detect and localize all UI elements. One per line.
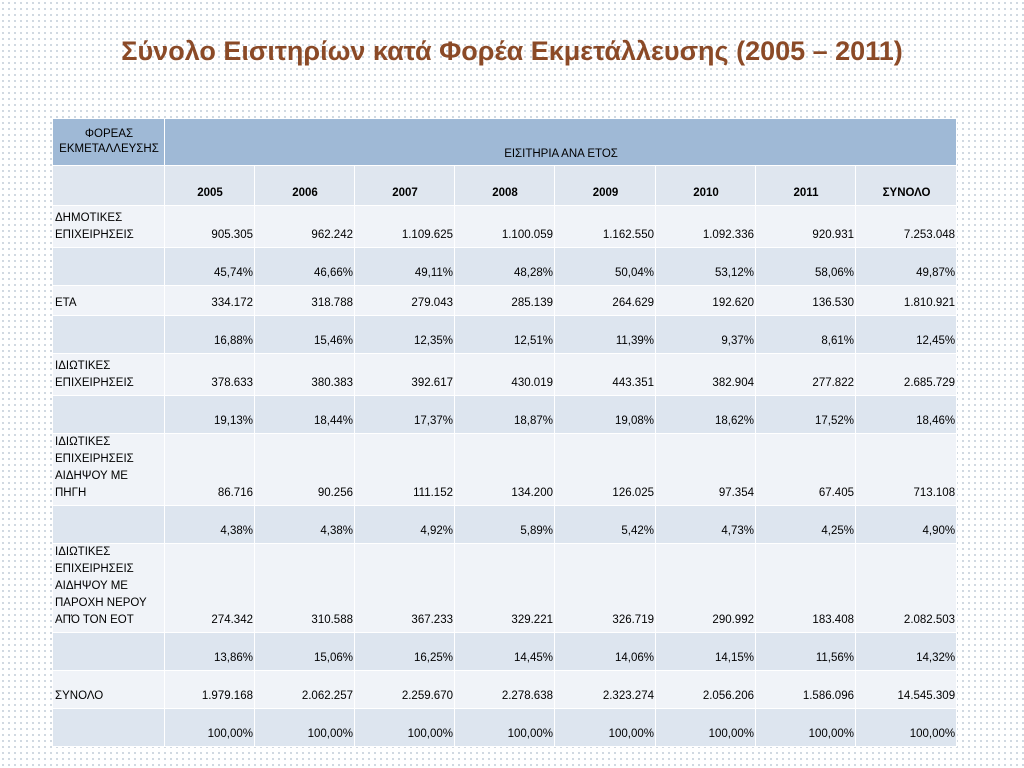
- percent-cell: 45,74%: [165, 248, 255, 286]
- percent-cell: 19,08%: [555, 396, 656, 434]
- percent-cell: 12,35%: [355, 316, 455, 354]
- row-label: [53, 671, 165, 709]
- row-label-line: ΕΠΙΧΕΙΡΗΣΕΙΣ: [55, 229, 134, 241]
- value-cell: 1.979.168: [165, 671, 255, 709]
- blank-label-cell: [53, 396, 165, 434]
- table-row: [53, 671, 957, 709]
- value-cell: 2.685.729: [856, 354, 957, 396]
- percent-cell: 14,45%: [455, 633, 555, 671]
- row-label-line: ΔΗΜΟΤΙΚΕΣ: [55, 212, 123, 224]
- row-label-line: ΙΔΙΩΤΙΚΕΣ: [55, 436, 111, 448]
- value-cell: 90.256: [255, 434, 355, 506]
- percent-cell: 53,12%: [656, 248, 756, 286]
- row-label-line: ΕΠΙΧΕΙΡΗΣΕΙΣ: [55, 377, 134, 389]
- percent-cell: 100,00%: [555, 709, 656, 747]
- blank-label-cell: [53, 248, 165, 286]
- percent-cell: 100,00%: [355, 709, 455, 747]
- column-header: 2006: [255, 166, 355, 206]
- value-cell: 279.043: [355, 286, 455, 316]
- header-row-years: [53, 166, 957, 206]
- table-row: [53, 434, 957, 506]
- value-cell: 380.383: [255, 354, 355, 396]
- tickets-per-year-header: ΕΙΣΙΤΗΡΙΑ ΑΝΑ ΕΤΟΣ: [165, 119, 957, 166]
- column-header: 2008: [455, 166, 555, 206]
- percent-cell: 18,46%: [856, 396, 957, 434]
- row-label-line: ΙΔΙΩΤΙΚΕΣ: [55, 360, 111, 372]
- percent-cell: 4,90%: [856, 506, 957, 544]
- value-cell: 1.162.550: [555, 206, 656, 248]
- column-header: ΣΥΝΟΛΟ: [856, 166, 957, 206]
- value-cell: 192.620: [656, 286, 756, 316]
- value-cell: 67.405: [756, 434, 856, 506]
- percent-cell: 18,87%: [455, 396, 555, 434]
- percent-cell: 11,39%: [555, 316, 656, 354]
- blank-label-cell: [53, 506, 165, 544]
- percent-cell: 9,37%: [656, 316, 756, 354]
- percent-row: [53, 506, 957, 544]
- value-cell: 14.545.309: [856, 671, 957, 709]
- percent-cell: 14,15%: [656, 633, 756, 671]
- row-label-line: ΠΑΡΟΧΗ ΝΕΡΟΥ: [55, 597, 147, 609]
- value-cell: 2.323.274: [555, 671, 656, 709]
- column-header: 2007: [355, 166, 455, 206]
- value-cell: 2.278.638: [455, 671, 555, 709]
- value-cell: 378.633: [165, 354, 255, 396]
- value-cell: 329.221: [455, 544, 555, 633]
- percent-cell: 48,28%: [455, 248, 555, 286]
- value-cell: 285.139: [455, 286, 555, 316]
- row-label: [53, 434, 165, 506]
- column-header: 2005: [165, 166, 255, 206]
- value-cell: 290.992: [656, 544, 756, 633]
- row-label-line: ΕΤΑ: [55, 297, 77, 309]
- percent-cell: 100,00%: [656, 709, 756, 747]
- percent-cell: 17,52%: [756, 396, 856, 434]
- blank-header-cell: [53, 166, 165, 206]
- value-cell: 97.354: [656, 434, 756, 506]
- value-cell: 2.056.206: [656, 671, 756, 709]
- percent-cell: 14,32%: [856, 633, 957, 671]
- value-cell: 264.629: [555, 286, 656, 316]
- value-cell: 7.253.048: [856, 206, 957, 248]
- value-cell: 318.788: [255, 286, 355, 316]
- percent-cell: 49,11%: [355, 248, 455, 286]
- value-cell: 136.530: [756, 286, 856, 316]
- row-label-line: ΣΥΝΟΛΟ: [55, 690, 104, 702]
- row-label: [53, 206, 165, 248]
- value-cell: 392.617: [355, 354, 455, 396]
- blank-label-cell: [53, 316, 165, 354]
- corner-header-line: ΕΚΜΕΤΑΛΛΕΥΣΗΣ: [59, 143, 159, 155]
- percent-row: [53, 316, 957, 354]
- percent-cell: 4,73%: [656, 506, 756, 544]
- row-label-line: ΕΠΙΧΕΙΡΗΣΕΙΣ: [55, 563, 134, 575]
- percent-cell: 100,00%: [455, 709, 555, 747]
- corner-header-line: ΦΟΡΕΑΣ: [84, 128, 134, 140]
- percent-cell: 49,87%: [856, 248, 957, 286]
- value-cell: 2.062.257: [255, 671, 355, 709]
- row-label-line: ΕΠΙΧΕΙΡΗΣΕΙΣ: [55, 453, 134, 465]
- column-header: 2009: [555, 166, 656, 206]
- value-cell: 443.351: [555, 354, 656, 396]
- value-cell: 430.019: [455, 354, 555, 396]
- value-cell: 310.588: [255, 544, 355, 633]
- percent-cell: 12,51%: [455, 316, 555, 354]
- value-cell: 905.305: [165, 206, 255, 248]
- value-cell: 183.408: [756, 544, 856, 633]
- value-cell: 713.108: [856, 434, 957, 506]
- percent-cell: 5,89%: [455, 506, 555, 544]
- value-cell: 326.719: [555, 544, 656, 633]
- percent-cell: 12,45%: [856, 316, 957, 354]
- value-cell: 382.904: [656, 354, 756, 396]
- value-cell: 920.931: [756, 206, 856, 248]
- value-cell: 86.716: [165, 434, 255, 506]
- value-cell: 111.152: [355, 434, 455, 506]
- value-cell: 962.242: [255, 206, 355, 248]
- percent-row: [53, 709, 957, 747]
- corner-header: [53, 119, 165, 166]
- value-cell: 126.025: [555, 434, 656, 506]
- percent-cell: 16,25%: [355, 633, 455, 671]
- percent-row: [53, 633, 957, 671]
- percent-cell: 14,06%: [555, 633, 656, 671]
- row-label: [53, 544, 165, 633]
- percent-cell: 4,25%: [756, 506, 856, 544]
- percent-cell: 19,13%: [165, 396, 255, 434]
- row-label-line: ΠΗΓΗ: [55, 487, 87, 499]
- value-cell: 274.342: [165, 544, 255, 633]
- tickets-table: [52, 118, 957, 747]
- percent-cell: 100,00%: [856, 709, 957, 747]
- value-cell: 1.586.096: [756, 671, 856, 709]
- percent-cell: 100,00%: [165, 709, 255, 747]
- value-cell: 1.109.625: [355, 206, 455, 248]
- percent-cell: 46,66%: [255, 248, 355, 286]
- percent-cell: 4,38%: [255, 506, 355, 544]
- percent-row: [53, 248, 957, 286]
- percent-row: [53, 396, 957, 434]
- percent-cell: 13,86%: [165, 633, 255, 671]
- percent-cell: 5,42%: [555, 506, 656, 544]
- row-label: [53, 286, 165, 316]
- table-row: [53, 354, 957, 396]
- value-cell: 334.172: [165, 286, 255, 316]
- blank-label-cell: [53, 709, 165, 747]
- percent-cell: 17,37%: [355, 396, 455, 434]
- percent-cell: 15,46%: [255, 316, 355, 354]
- percent-cell: 4,38%: [165, 506, 255, 544]
- table-row: [53, 544, 957, 633]
- percent-cell: 16,88%: [165, 316, 255, 354]
- percent-cell: 15,06%: [255, 633, 355, 671]
- column-header: 2011: [756, 166, 856, 206]
- blank-label-cell: [53, 633, 165, 671]
- percent-cell: 8,61%: [756, 316, 856, 354]
- percent-cell: 4,92%: [355, 506, 455, 544]
- table-row: [53, 286, 957, 316]
- percent-cell: 18,44%: [255, 396, 355, 434]
- value-cell: 277.822: [756, 354, 856, 396]
- row-label-line: ΑΙΔΗΨΟΥ ΜΕ: [55, 470, 128, 482]
- value-cell: 134.200: [455, 434, 555, 506]
- column-header: 2010: [656, 166, 756, 206]
- value-cell: 1.810.921: [856, 286, 957, 316]
- percent-cell: 100,00%: [756, 709, 856, 747]
- row-label-line: ΑΙΔΗΨΟΥ ΜΕ: [55, 580, 128, 592]
- percent-cell: 18,62%: [656, 396, 756, 434]
- percent-cell: 58,06%: [756, 248, 856, 286]
- value-cell: 1.092.336: [656, 206, 756, 248]
- value-cell: 2.082.503: [856, 544, 957, 633]
- value-cell: 2.259.670: [355, 671, 455, 709]
- table-row: [53, 206, 957, 248]
- value-cell: 367.233: [355, 544, 455, 633]
- value-cell: 1.100.059: [455, 206, 555, 248]
- percent-cell: 11,56%: [756, 633, 856, 671]
- page-title: Σύνολο Εισιτηρίων κατά Φορέα Εκμετάλλευσης (2005 – 2011): [121, 36, 903, 66]
- row-label-line: ΑΠΌ ΤΟΝ ΕΟΤ: [55, 614, 134, 626]
- row-label: [53, 354, 165, 396]
- percent-cell: 50,04%: [555, 248, 656, 286]
- percent-cell: 100,00%: [255, 709, 355, 747]
- row-label-line: ΙΔΙΩΤΙΚΕΣ: [55, 546, 111, 558]
- header-row-top: [53, 119, 957, 166]
